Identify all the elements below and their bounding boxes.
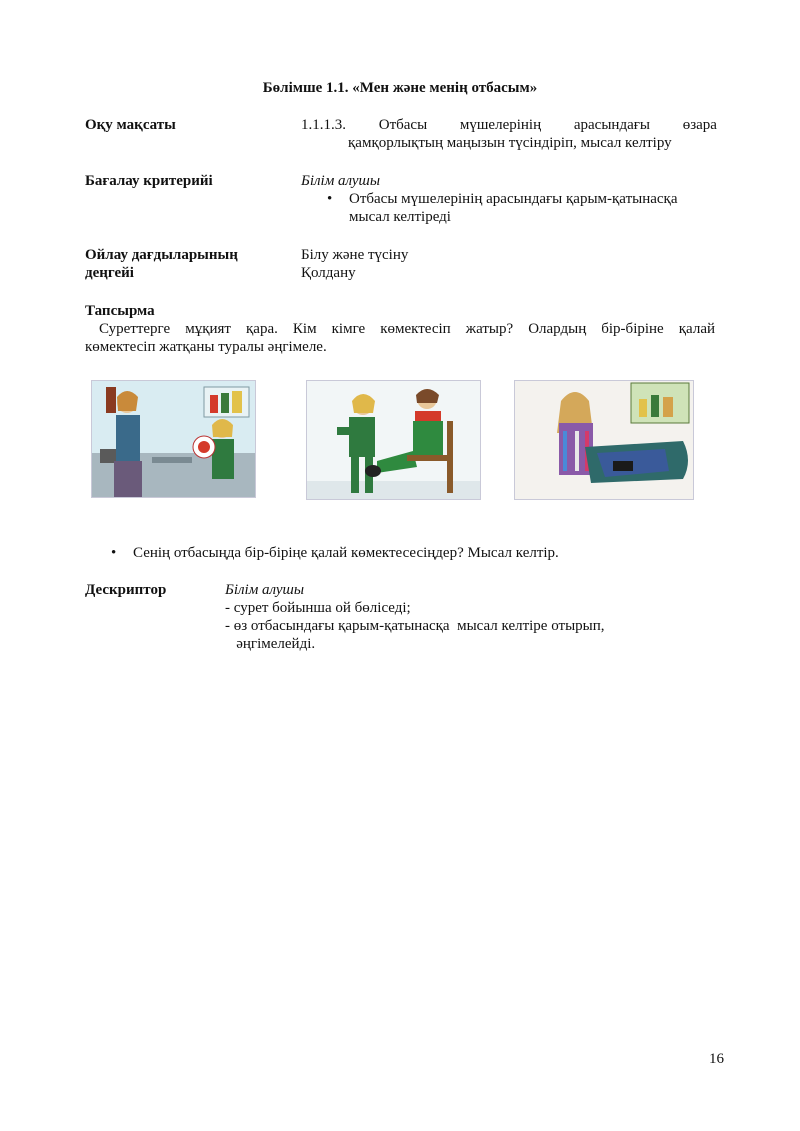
- ironing-image: [515, 381, 693, 499]
- objective-line-2: қамқорлықтың маңызын түсіндіріп, мысал келтіру: [348, 135, 672, 151]
- criteria-bullet-text-1: Отбасы мүшелерінің арасындағы қарым-қатынасқа: [349, 191, 678, 207]
- criteria-bullet-text-2: мысал келтіреді: [349, 209, 451, 225]
- descriptor-learner: Білім алушы: [225, 582, 305, 598]
- task-text-line-2: көмектесіп жатқаны туралы әңгімеле.: [85, 339, 327, 355]
- objective-label: Оқу мақсаты: [85, 117, 176, 133]
- task-text-line-1: Суреттерге мұқият қара. Кім кімге көмектесіп жатыр? Олардың бір-біріне қалай: [99, 321, 715, 337]
- kitchen-image: [92, 381, 255, 497]
- bullet-icon: •: [111, 545, 117, 561]
- objective-line-1: [301, 116, 717, 134]
- bullet-icon: •: [327, 191, 333, 207]
- descriptor-label: Дескриптор: [85, 582, 167, 598]
- task-label: Тапсырма: [85, 303, 155, 319]
- thinking-level-2: Қолдану: [301, 265, 356, 281]
- list-item: әңгімелейді.: [225, 636, 316, 652]
- ironing-illustration: [514, 380, 694, 500]
- objective-code: 1.1.1.3.: [301, 117, 346, 133]
- list-item: - сурет бойынша ой бөліседі;: [225, 600, 411, 616]
- criteria-bullet: [301, 190, 721, 226]
- section-title: Бөлімше 1.1. «Мен және менің отбасым»: [262, 80, 538, 96]
- objective-word: мүшелерінің: [459, 117, 542, 133]
- page-number: 16: [709, 1051, 724, 1067]
- shoes-image: [307, 381, 480, 499]
- thinking-label-2: деңгейі: [85, 265, 134, 281]
- descriptor-list: [225, 599, 605, 653]
- criteria-learner: Білім алушы: [301, 173, 381, 189]
- objective-word: өзара: [682, 117, 717, 133]
- objective-word: Отбасы: [378, 117, 428, 133]
- objective-word: арасындағы: [573, 117, 650, 133]
- question-bullet: [85, 544, 725, 562]
- list-item: - өз отбасындағы қарым-қатынасқа мысал келтіре отырып,: [225, 618, 605, 634]
- thinking-label-1: Ойлау дағдыларының: [85, 247, 238, 263]
- question-text: Сенің отбасыңда бір-біріңе қалай көмектесесіңдер? Мысал келтір.: [133, 545, 559, 561]
- thinking-level-1: Білу және түсіну: [301, 247, 409, 263]
- kitchen-illustration: [91, 380, 256, 498]
- shoes-illustration: [306, 380, 481, 500]
- criteria-label: Бағалау критерийі: [85, 173, 213, 189]
